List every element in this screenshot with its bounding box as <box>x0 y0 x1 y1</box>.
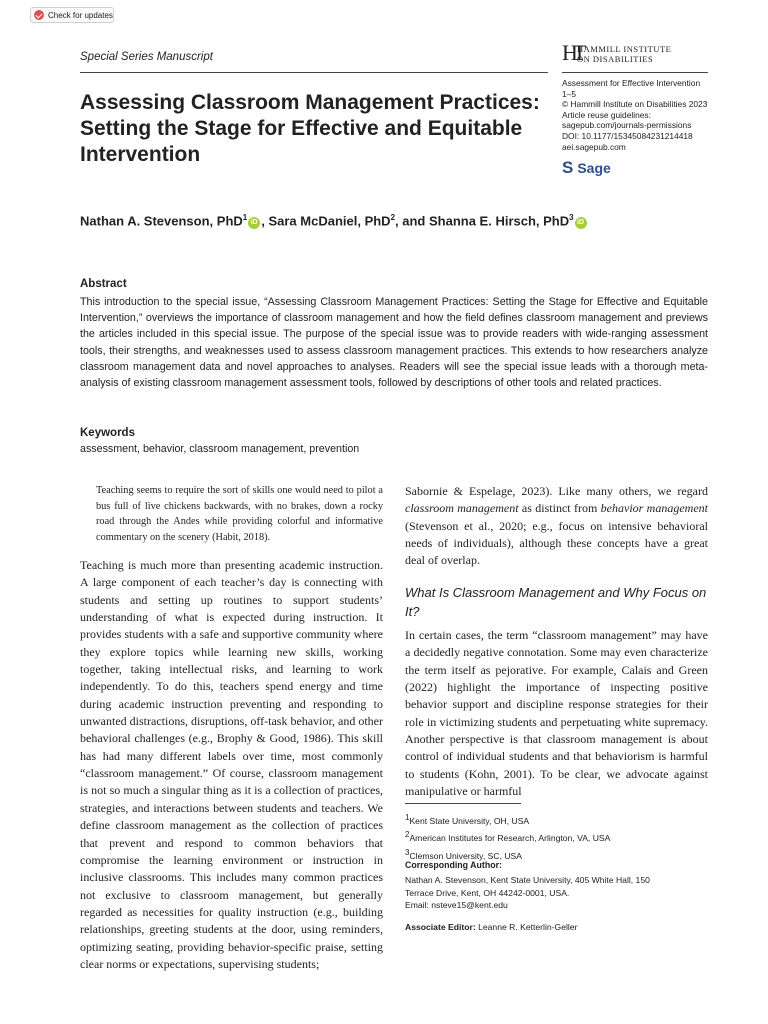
body-text-run: as distinct from <box>518 501 601 516</box>
publisher-logo <box>562 42 708 70</box>
journal-meta <box>562 78 707 152</box>
doi-link[interactable]: DOI: 10.1177/15345084231214418 <box>562 130 693 141</box>
body-text-run: (Stevenson et al., 2020; e.g., focus on intensive behavioral needs of individuals), although these concepts have a great deal of overlap. <box>405 518 708 568</box>
body-text-left-column: Teaching is much more than presenting academic instruction. A large component of each teacher’s day is connecting with students and setting up routines to support students’ understanding of what is expected during instruction. It provides students with a safe and supportive community where they explore topics while learning new skills, working together, taking intellectual risks, and learning to work independently. To do this, teachers spend energy and time during academic instruction preventing and responding to unwanted distractions, disruptions, off-task behavior, and other behavioral challenges (e.g., Brophy & Good, 1986). This skill has had many different labels over time, most commonly “classroom management.” Of course, classroom management is not so much a singular thing as it is a collection of practices, strategies, and interactions between students and teachers. We define classroom management as the collection of practices that prevent and respond to common behaviors that compromise the learning environment or instruction in inclusive classrooms. This includes many common practices not exclusive to classroom management, but generally regarded as necessities for quality instruction (e.g., building relationships, greeting students at the door, using reminders, optimizing seating, providing behavior-specific praise, setting clear norms or expectations, supervising students; <box>80 558 383 971</box>
affiliation-text: Kent State University, OH, USA <box>409 815 530 826</box>
corresponding-author-details <box>405 874 650 912</box>
author-affiliation-mark: 1 <box>242 213 248 222</box>
affiliation-item <box>405 811 610 828</box>
affiliation-text: Clemson University, SC, USA <box>409 850 522 861</box>
author-separator: , <box>261 213 269 229</box>
associate-editor-label: Associate Editor: <box>405 922 476 932</box>
publisher-line1: HAMMILL INSTITUTE <box>577 44 672 54</box>
journal-pages: 1–5 <box>562 88 576 99</box>
author-name: Shanna E. Hirsch, PhD <box>428 213 570 229</box>
affiliation-mark: 2 <box>405 830 410 840</box>
term-classroom-management: classroom management <box>405 501 519 516</box>
publisher-line2: ON DISABILITIES <box>577 54 654 64</box>
orcid-icon[interactable]: iD <box>575 217 587 229</box>
check-for-updates-label: Check for updates <box>48 10 113 20</box>
sage-label: Sage <box>577 160 611 176</box>
sage-logo <box>562 158 611 178</box>
epigraph-quote: Teaching seems to require the sort of skills one would need to pilot a bus full of live chickens backwards, with no brakes, down a rocky road through the Andes while providing colorful and informative commentary on the scenery (Habit, 2018). <box>96 485 383 543</box>
corr-email[interactable]: Email: nsteve15@kent.edu <box>405 900 508 911</box>
author-list <box>80 213 588 229</box>
affiliation-mark: 3 <box>405 847 410 857</box>
author-separator: , and <box>395 213 429 229</box>
reuse-guidelines-label: Article reuse guidelines: <box>562 109 651 120</box>
journal-copyright: © Hammill Institute on Disabilities 2023 <box>562 99 708 110</box>
section-heading: What Is Classroom Management and Why Focus on It? <box>405 585 707 619</box>
hammill-logo-icon: HT <box>562 40 582 65</box>
journal-site-link[interactable]: aei.sagepub.com <box>562 141 626 152</box>
author-affiliation-mark: 3 <box>569 213 574 222</box>
header-rule-right <box>562 72 708 73</box>
author-affiliation-mark: 2 <box>390 213 396 222</box>
corr-address-line: Nathan A. Stevenson, Kent State University, 405 White Hall, 150 <box>405 875 650 885</box>
article-title: Assessing Classroom Management Practices: Setting the Stage for Effective and Equitable Intervention <box>80 91 540 166</box>
sage-s-icon: S <box>562 158 574 177</box>
associate-editor-name: Leanne R. Ketterlin-Geller <box>475 922 578 932</box>
abstract-text: This introduction to the special issue, “Assessing Classroom Management Practices: Setting the Stage for Effective and Equitable Intervention,” overviews the importance of classroom management and how the field defines classroom management and previews the articles included in this special issue. The purpose of the special issue was to provide readers with wide-ranging assessment tools, their strengths, and weaknesses used to assess classroom management practices. This extends to how researchers analyze classroom management data and novel approaches to analyses. Readers will see the special issue leads with a thorough meta-analysis of existing classroom management assessment tools, followed by descriptions of other tools and related practices. <box>80 296 708 390</box>
affiliations <box>405 811 610 863</box>
term-behavior-management: behavior management <box>600 501 709 516</box>
author-name: Sara McDaniel, PhD <box>268 213 391 229</box>
check-updates-icon <box>34 10 44 20</box>
body-text-right-column-top <box>405 483 708 570</box>
affiliation-item <box>405 828 610 845</box>
keywords-heading: Keywords <box>80 427 135 439</box>
permissions-link[interactable]: sagepub.com/journals-permissions <box>562 120 692 131</box>
corresponding-author-heading: Corresponding Author: <box>405 860 502 870</box>
series-label: Special Series Manuscript <box>80 51 213 63</box>
check-for-updates-badge[interactable] <box>30 7 114 23</box>
journal-name: Assessment for Effective Intervention <box>562 78 701 88</box>
footnote-rule <box>405 803 521 804</box>
orcid-icon[interactable]: iD <box>248 217 260 229</box>
keywords-text: assessment, behavior, classroom management, prevention <box>80 443 360 455</box>
affiliation-text: American Institutes for Research, Arlington, VA, USA <box>409 833 611 844</box>
header-rule <box>80 72 548 73</box>
affiliation-mark: 1 <box>405 813 410 822</box>
author-name: Nathan A. Stevenson, PhD <box>80 213 243 229</box>
corr-address-line: Terrace Drive, Kent, OH 44242-0001, USA. <box>405 887 570 898</box>
abstract-heading: Abstract <box>80 278 127 290</box>
associate-editor <box>405 922 577 932</box>
body-text-run: Sabornie & Espelage, 2023). Like many others, we regard <box>405 484 708 498</box>
body-text-right-column: In certain cases, the term “classroom management” may have a decidedly negative connotation. Some may even characterize the term itself as pejorative. For example, Calais and Green (2022) highlight the importance of inspecting positive behavior support and discipline response strategies for their role in victimizing students and perpetuating white supremacy. Another perspective is that classroom management is about control of individual students and that behaviorism is harmful to students (Kohn, 2001). To be clear, we advocate against manipulative or harmful <box>405 628 708 799</box>
